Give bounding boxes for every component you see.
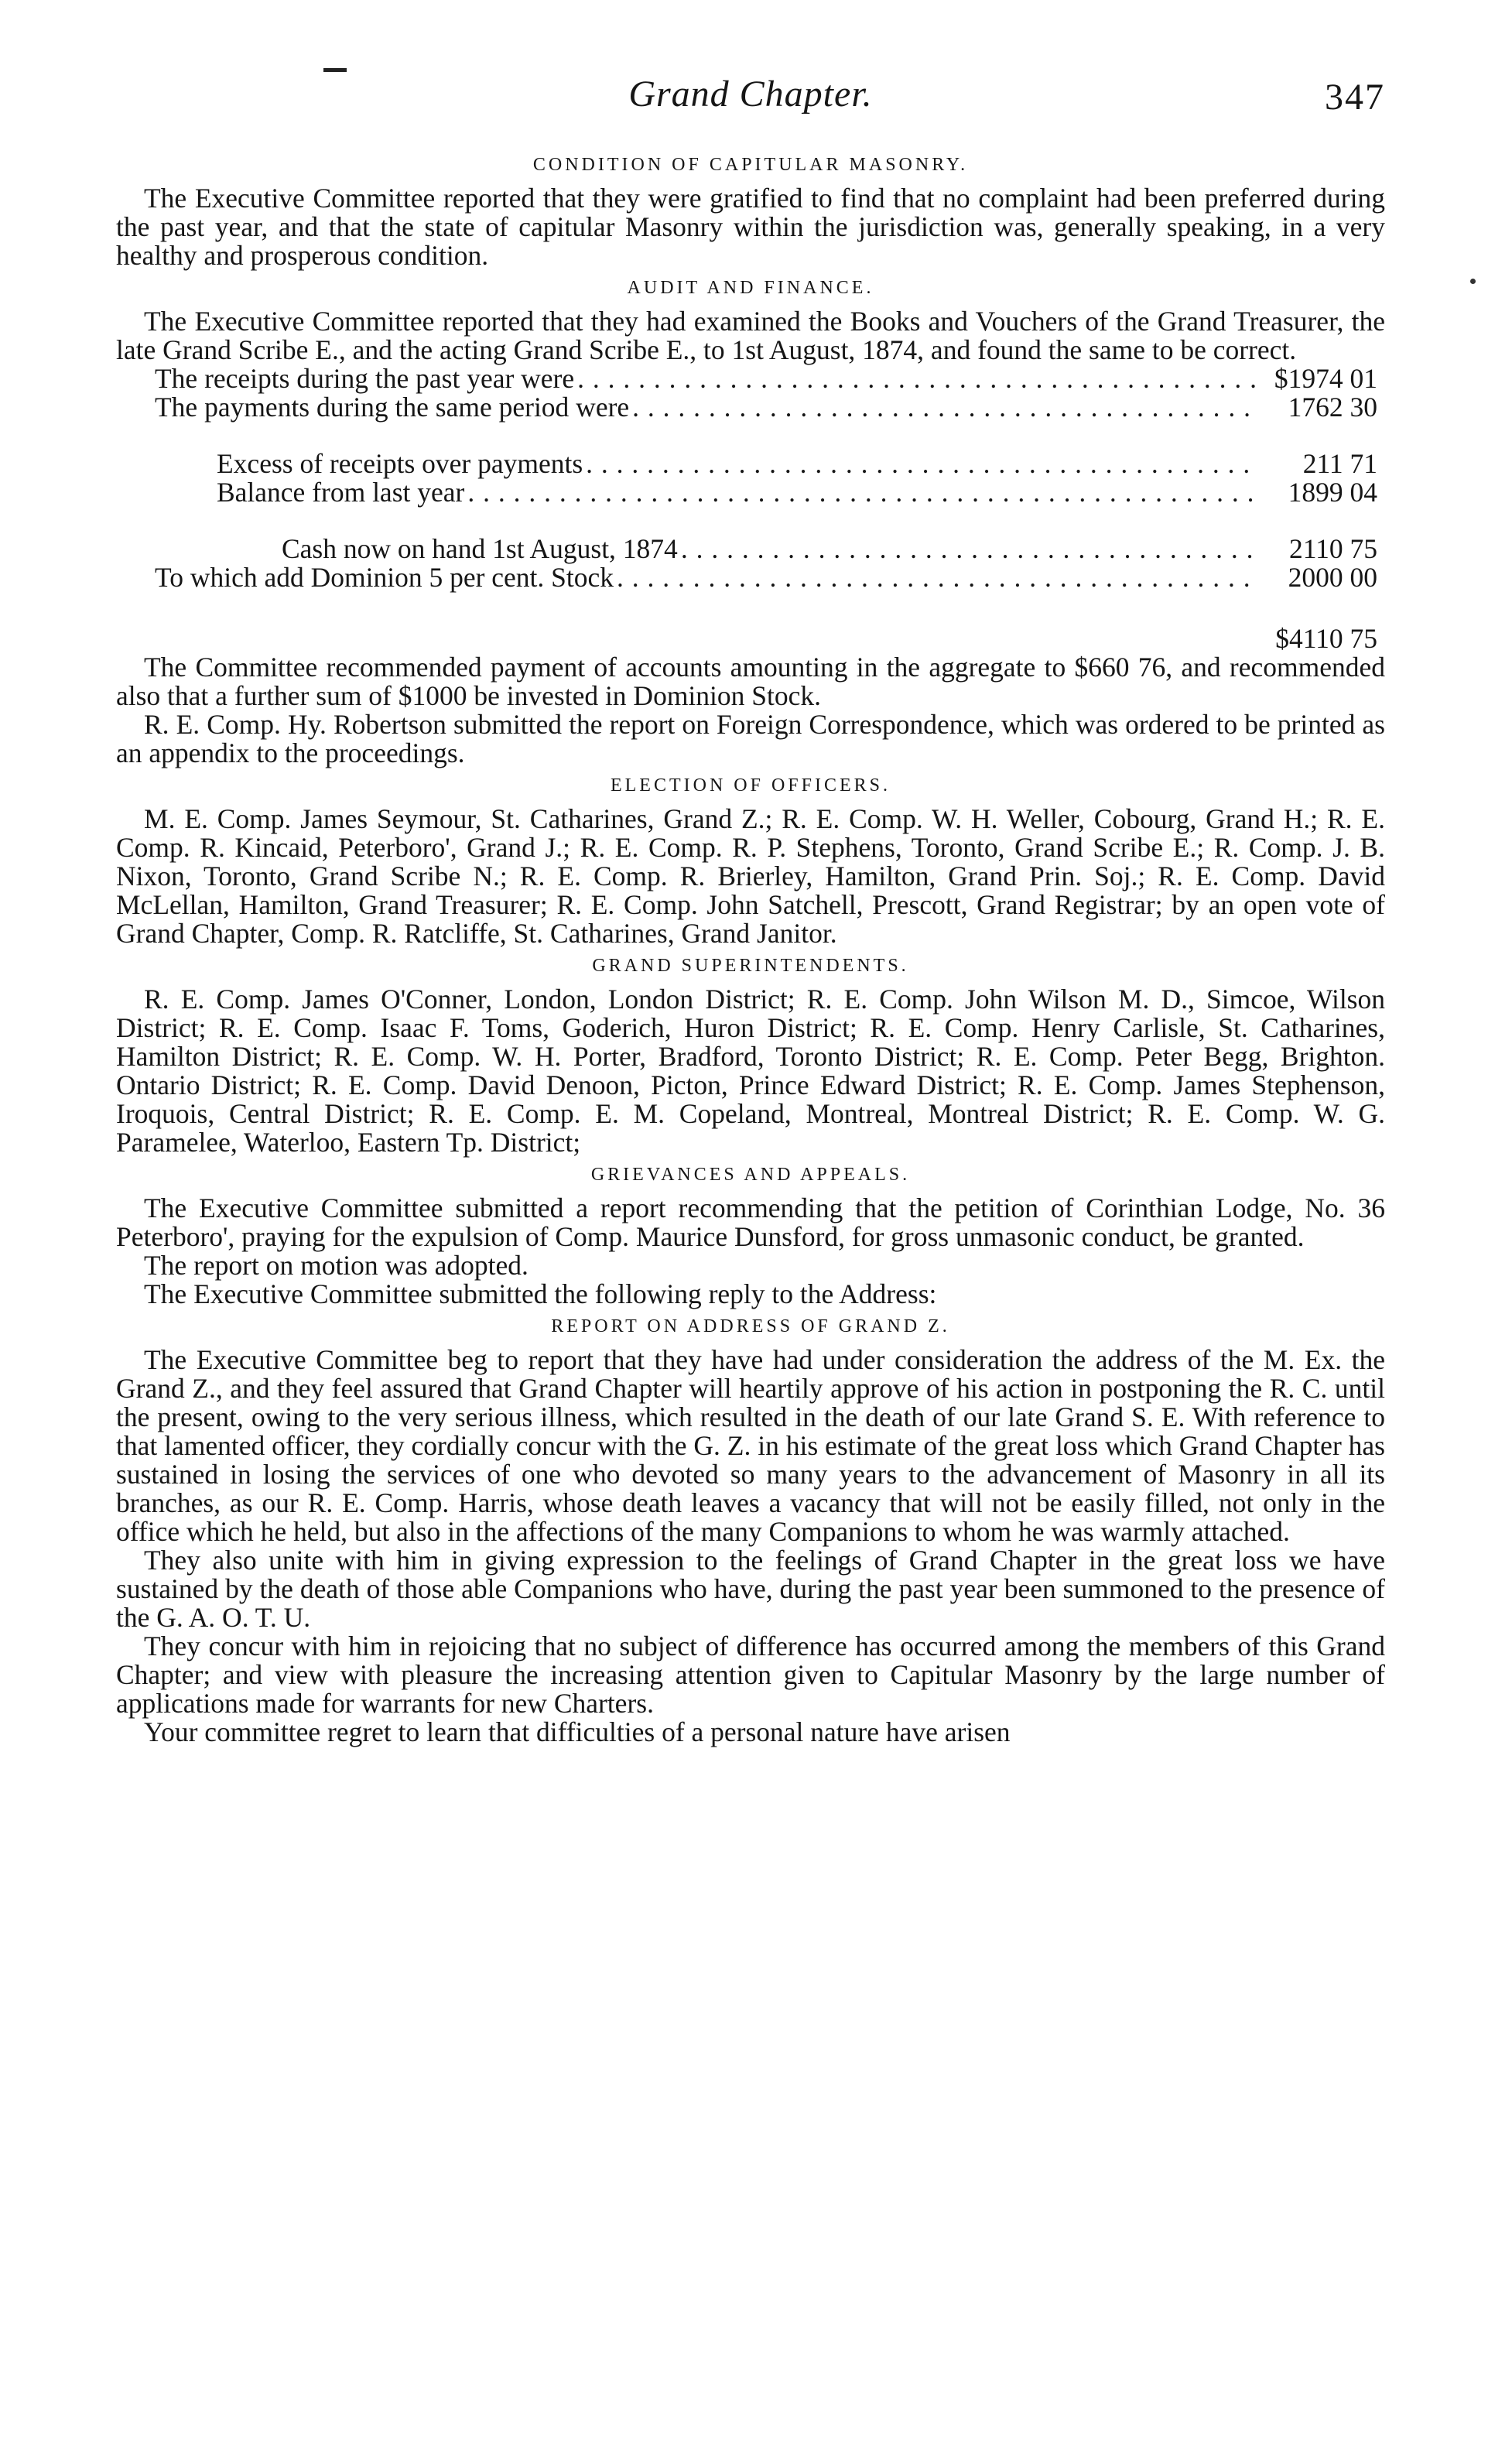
page-number: 347	[1325, 77, 1385, 118]
paragraph: They concur with him in rejoicing that no subject of difference has occurred among the members of this Grand Chapter; and view with pleasure the increasing attention given to Capitular Masonry by the large number of applications made for warrants for new Charters.	[116, 1631, 1385, 1719]
dot-leader	[632, 393, 1258, 422]
paragraph: The Executive Committee reported that they were gratified to find that no complaint had been preferred during the past year, and that the state of capitular Masonry within the jurisdiction was, generally speaking, in a very healthy and prosperous condition.	[116, 183, 1385, 271]
ink-speck	[1470, 279, 1476, 284]
account-total-row	[155, 625, 1377, 653]
section-heading-report: REPORT ON ADDRESS OF GRAND Z.	[551, 1316, 950, 1336]
account-row	[155, 478, 1377, 507]
paragraph: Your committee regret to learn that difficulties of a personal nature have arisen	[144, 1716, 1011, 1747]
section-heading-superintendents: GRAND SUPERINTENDENTS.	[592, 956, 909, 976]
account-label: Excess of receipts over payments	[217, 448, 583, 479]
account-label: Cash now on hand 1st August, 1874	[282, 533, 678, 564]
account-amount: 1762 30	[1288, 392, 1377, 423]
section-heading-election: ELECTION OF OFFICERS.	[610, 775, 891, 796]
account-row	[155, 393, 1377, 422]
paragraph: The Executive Committee reported that they had examined the Books and Vouchers of the Grand Treasurer, the late Grand Scribe E., and the acting Grand Scribe E., to 1st August, 1874, and found the same to be correct.	[116, 306, 1385, 365]
dot-leader	[467, 478, 1258, 507]
account-row	[155, 535, 1377, 563]
paragraph: The Executive Committee submitted the following reply to the Address:	[144, 1278, 937, 1309]
account-label: The payments during the same period were	[155, 392, 630, 423]
section-heading-audit: AUDIT AND FINANCE.	[627, 278, 874, 298]
account-row	[155, 364, 1377, 393]
account-label: To which add Dominion 5 per cent. Stock	[155, 562, 614, 593]
paragraph: The Executive Committee submitted a report recommending that the petition of Corinthian Lodge, No. 36 Peterboro', praying for the expulsion of Comp. Maurice Dunsford, for gross unmasonic conduct, be granted.	[116, 1193, 1385, 1252]
page-header	[116, 68, 1385, 130]
dot-leader	[577, 364, 1258, 393]
running-title: Grand Chapter.	[628, 74, 873, 115]
paragraph: The Executive Committee beg to report that they have had under consideration the address of the M. Ex. the Grand Z., and they feel assured that Grand Chapter will heartily approve of his action in postponing the R. C. until the present, owing to the very serious illness, which resulted in the death of our late Grand S. E. With reference to that lamented officer, they cordially concur with the G. Z. in his estimate of the great loss which Grand Chapter has sustained in losing the services of one who devoted so many years to the advancement of Masonry in all its branches, as our R. E. Comp. Harris, whose death leaves a vacancy that will not be easily filled, not only in the office which he held, but also in the affections of the many Companions to whom he was warmly attached.	[116, 1344, 1385, 1547]
paragraph: The report on motion was adopted.	[144, 1250, 529, 1281]
paragraph: R. E. Comp. Hy. Robertson submitted the report on Foreign Correspondence, which was ordered to be printed as an appendix to the proceedings.	[116, 709, 1385, 768]
dot-leader	[681, 535, 1258, 563]
account-row	[155, 563, 1377, 592]
account-total: $4110 75	[1275, 623, 1377, 654]
dot-leader	[586, 450, 1258, 478]
paragraph: They also unite with him in giving expression to the feelings of Grand Chapter in the great loss we have sustained by the death of those able Companions who have, during the past year been summoned to the presence of the G. A. O. T. U.	[116, 1545, 1385, 1633]
account-amount: 2000 00	[1288, 562, 1377, 593]
section-heading-grievances: GRIEVANCES AND APPEALS.	[590, 1165, 911, 1185]
page-body	[116, 147, 1385, 1747]
account-amount: $1974 01	[1274, 363, 1377, 394]
account-label: Balance from last year	[217, 477, 465, 508]
account-label: The receipts during the past year were	[155, 363, 575, 394]
paragraph: R. E. Comp. James O'Conner, London, London District; R. E. Comp. John Wilson M. D., Simcoe, Wilson District; R. E. Comp. Isaac F. Toms, Goderich, Huron District; R. E. Comp. Henry Carlisle, St. Catharines, Hamilton District; R. E. Comp. W. H. Porter, Bradford, Toronto District; R. E. Comp. Peter Begg, Brighton. Ontario District; R. E. Comp. David Denoon, Picton, Prince Edward District; R. E. Comp. James Stephenson, Iroquois, Central District; R. E. Comp. E. M. Copeland, Montreal, Montreal District; R. E. Comp. W. G. Paramelee, Waterloo, Eastern Tp. District;	[116, 984, 1385, 1158]
accounts-statement	[155, 364, 1377, 653]
section-heading-condition: CONDITION OF CAPITULAR MASONRY.	[532, 155, 969, 175]
dot-leader	[617, 563, 1258, 592]
account-amount: 2110 75	[1288, 533, 1377, 564]
account-amount: 1899 04	[1288, 477, 1377, 508]
printer-mark	[323, 68, 347, 72]
paragraph: M. E. Comp. James Seymour, St. Catharines, Grand Z.; R. E. Comp. W. H. Weller, Cobourg, Grand H.; R. E. Comp. R. Kincaid, Peterboro', Grand J.; R. E. Comp. R. P. Stephens, Toronto, Grand Scribe E.; R. Comp. J. B. Nixon, Toronto, Grand Scribe N.; R. E. Comp. R. Brierley, Hamilton, Grand Prin. Soj.; R. E. Comp. David McLellan, Hamilton, Grand Treasurer; R. E. Comp. John Satchell, Prescott, Grand Registrar; by an open vote of Grand Chapter, Comp. R. Ratcliffe, St. Catharines, Grand Janitor.	[116, 803, 1385, 949]
account-amount: 211 71	[1302, 448, 1377, 479]
account-row	[155, 450, 1377, 478]
paragraph: The Committee recommended payment of accounts amounting in the aggregate to $660 76, and recommended also that a further sum of $1000 be invested in Dominion Stock.	[116, 652, 1385, 711]
